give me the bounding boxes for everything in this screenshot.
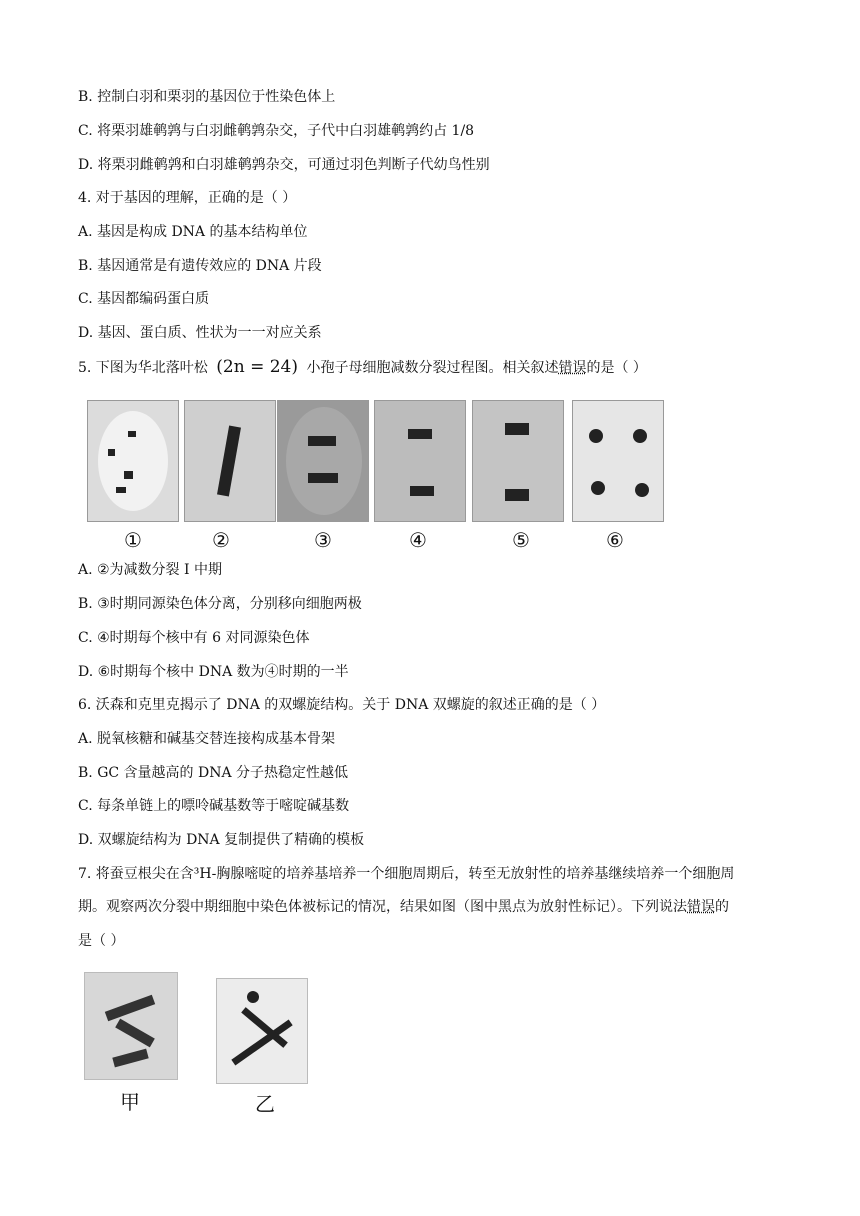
question-7-text-end: 的 bbox=[715, 899, 729, 915]
question-6: 6. 沃森和克里克揭示了 DNA 的双螺旋结构。关于 DNA 双螺旋的叙述正确的是（ ） bbox=[78, 697, 606, 713]
cell-label-1: ① bbox=[124, 528, 142, 552]
question-5-option-a: A. ②为减数分裂 Ⅰ 中期 bbox=[78, 562, 222, 578]
question-4-option-a: A. 基因是构成 DNA 的基本结构单位 bbox=[78, 224, 308, 240]
question-7-text: 期。观察两次分裂中期细胞中染色体被标记的情况，结果如图（图中黑点为放射性标记）。下列说法 bbox=[78, 899, 687, 915]
cell-image-3 bbox=[277, 400, 369, 522]
cell-image-4 bbox=[374, 400, 466, 522]
cell-label-2: ② bbox=[212, 528, 230, 552]
line-d-cross: D. 将栗羽雌鹌鹑和白羽雄鹌鹑杂交，可通过羽色判断子代幼鸟性别 bbox=[78, 157, 490, 173]
question-5-option-d: D. ⑥时期每个核中 DNA 数为④时期的一半 bbox=[78, 664, 349, 680]
cell-image-2 bbox=[184, 400, 276, 522]
question-6-option-b: B. GC 含量越高的 DNA 分子热稳定性越低 bbox=[78, 765, 349, 781]
question-7-line-2 bbox=[78, 898, 729, 916]
cell-label-5: ⑤ bbox=[512, 528, 530, 552]
question-7-line-1: 7. 将蚕豆根尖在含³H-胸腺嘧啶的培养基培养一个细胞周期后，转至无放射性的培养基继续培养一个细胞周 bbox=[78, 866, 735, 882]
cell-image-6 bbox=[572, 400, 664, 522]
question-6-option-d: D. 双螺旋结构为 DNA 复制提供了精确的模板 bbox=[78, 832, 365, 848]
cell-label-4: ④ bbox=[409, 528, 427, 552]
question-7-emphasis: 错误 bbox=[687, 899, 715, 915]
question-5-text: 小孢子母细胞减数分裂过程图。相关叙述 bbox=[306, 360, 559, 376]
question-5 bbox=[78, 358, 647, 377]
question-5-prefix: 5. 下图为华北落叶松 bbox=[78, 360, 208, 376]
question-6-option-c: C. 每条单链上的嘌呤碱基数等于嘧啶碱基数 bbox=[78, 798, 350, 814]
figure-label-yi: 乙 bbox=[255, 1092, 275, 1116]
cell-image-1 bbox=[87, 400, 179, 522]
chromosome-image-jia bbox=[84, 972, 178, 1080]
question-6-option-a: A. 脱氧核糖和碱基交替连接构成基本骨架 bbox=[78, 731, 336, 747]
cell-label-3: ③ bbox=[314, 528, 332, 552]
cell-image-5 bbox=[472, 400, 564, 522]
line-b-sex-chromosome: B. 控制白羽和栗羽的基因位于性染色体上 bbox=[78, 89, 336, 105]
figure-label-jia: 甲 bbox=[120, 1090, 140, 1114]
question-4-option-b: B. 基因通常是有遗传效应的 DNA 片段 bbox=[78, 258, 322, 274]
question-5-emphasis: 错误 bbox=[558, 360, 587, 376]
question-4-option-d: D. 基因、蛋白质、性状为一一对应关系 bbox=[78, 325, 322, 341]
question-7-line-3: 是（ ） bbox=[78, 933, 125, 949]
chromosome-image-yi bbox=[216, 978, 308, 1084]
question-5-option-b: B. ③时期同源染色体分离，分别移向细胞两极 bbox=[78, 596, 362, 612]
question-4: 4. 对于基因的理解，正确的是（ ） bbox=[78, 190, 297, 206]
question-4-option-c: C. 基因都编码蛋白质 bbox=[78, 291, 210, 307]
question-5-formula: (2n = 24) bbox=[216, 357, 298, 377]
line-c-cross: C. 将栗羽雄鹌鹑与白羽雌鹌鹑杂交，子代中白羽雄鹌鹑约占 1/8 bbox=[78, 123, 475, 139]
question-5-option-c: C. ④时期每个核中有 6 对同源染色体 bbox=[78, 630, 310, 646]
cell-label-6: ⑥ bbox=[606, 528, 624, 552]
question-5-end: 的是（ ） bbox=[586, 360, 647, 376]
